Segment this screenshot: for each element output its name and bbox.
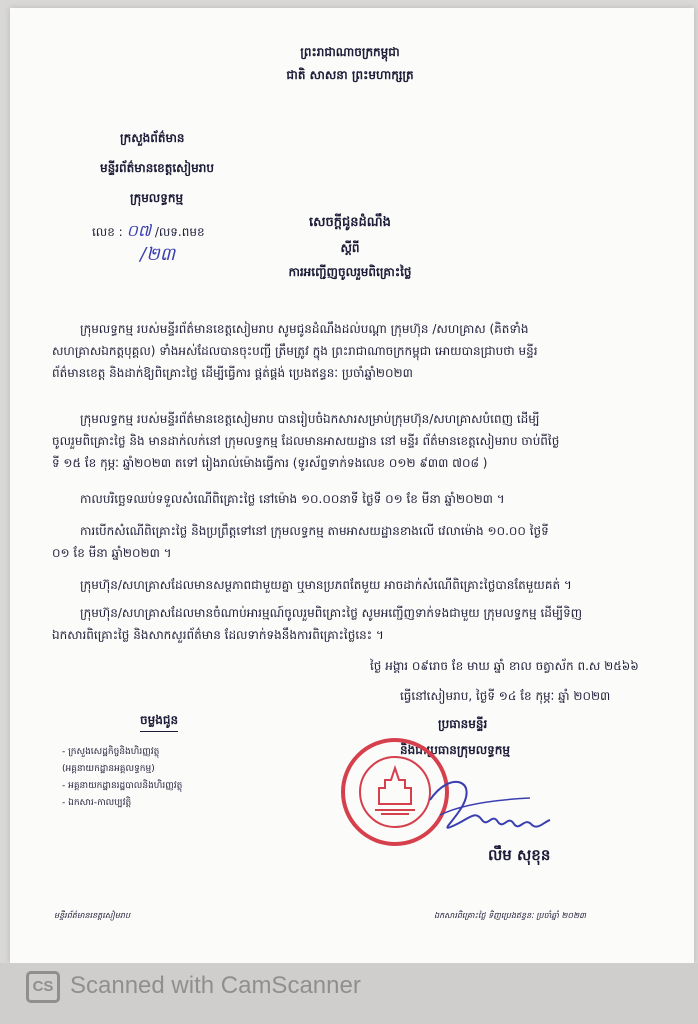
document-title: សេចក្ដីជូនដំណឹង <box>309 215 391 230</box>
place-date: ធ្វើនៅសៀមរាប, ថ្ងៃទី ១៤ ខែ កុម្ភៈ ឆ្នាំ ២០២៣ <box>400 689 611 703</box>
temple-emblem-icon <box>361 758 429 826</box>
national-motto: ជាតិ សាសនា ព្រះមហាក្សត្រ <box>286 68 414 82</box>
text-line: ក្រុមលទ្ធកម្ម របស់មន្ទីរព័ត៌មានខេត្តសៀមរាប បានរៀបចំឯកសារសម្រាប់ក្រុមហ៊ុន/សហគ្រាសបំពេញ ដើម្បី <box>80 412 540 426</box>
text-line: ក្រុមលទ្ធកម្ម របស់មន្ទីរព័ត៌មានខេត្តសៀមរាប សូមជូនដំណឹងដល់បណ្ដា ក្រុមហ៊ុន /សហគ្រាស (គិតទាំង <box>80 322 529 336</box>
kingdom-heading: ព្រះរាជាណាចក្រកម្ពុជា <box>300 45 400 59</box>
document-subtitle: ស្ដីពី <box>340 241 360 255</box>
reference-number-handwritten: ០៧ <box>126 221 151 240</box>
ministry-name: ក្រសួងព័ត៌មាន <box>120 131 185 145</box>
department-name: មន្ទីរព័ត៌មានខេត្តសៀមរាប <box>100 161 215 175</box>
camscanner-logo-icon: CS <box>26 971 60 1003</box>
text-line: ទី ១៥ ខែ កុម្ភៈ ឆ្នាំ២០២៣ តទៅ រៀងរាល់ម៉ោងធ្វើការ (ទូរស័ព្ទទាក់ទងលេខ ០១២ ៩៣៣ ៧០៨ ) <box>52 456 488 470</box>
text-line: ឯកសារពិគ្រោះថ្លៃ និងសាកសួរព័ត៌មាន ដែលទាក់ទងនឹងការពិគ្រោះថ្លៃនេះ ។ <box>52 628 384 642</box>
signatory-role: និងជាប្រធានក្រុមលទ្ធកម្ម <box>400 743 510 757</box>
paragraph-4 <box>52 520 549 564</box>
document-topic: ការអញ្ជើញចូលរួមពិគ្រោះថ្លៃ <box>288 265 412 279</box>
handwritten-signature-icon <box>420 770 560 840</box>
reference-year-handwritten: /២៣ <box>140 244 176 265</box>
paragraph-2 <box>52 408 559 474</box>
footer-right: ឯកសារពិគ្រោះថ្លៃ ទិញប្រេងឥន្ធនៈ ប្រចាំឆ្នាំ ២០២៣ <box>434 911 586 920</box>
text-line: ការបើកសំណើពិគ្រោះថ្លៃ និងប្រព្រឹត្តទៅនៅ ក្រុមលទ្ធកម្ម តាមអាសយដ្ឋានខាងលើ វេលាម៉ោង ១០.០០ ថ្ងៃទី <box>80 524 549 538</box>
text-line: ក្រុមហ៊ុន/សហគ្រាសដែលមានសម្ថភាពជាមួយគ្នា ឬមានប្រភពតែមួយ អាចដាក់សំណើពិគ្រោះថ្លៃបានតែមួយគត់ ។ <box>80 578 572 592</box>
signatory-name: លឹម សុខុន <box>488 846 551 864</box>
office-name: ក្រុមលទ្ធកម្ម <box>130 191 184 205</box>
cc-heading: ចម្លងជូន <box>140 712 178 732</box>
cc-item: (អគ្គនាយកដ្ឋានអគ្គលទ្ធកម្ម) <box>62 764 155 774</box>
text-line: ក្រុមហ៊ុន/សហគ្រាសដែលមានចំណាប់អារម្មណ៍ចូលរួមពិគ្រោះថ្លៃ សូមអញ្ជើញទាក់ទងជាមួយ ក្រុមលទ្ធកម្ម ដើម្បីទិញ <box>80 606 583 620</box>
cc-item: - ឯកសារ-កាលប្បវត្តិ <box>62 798 132 808</box>
paragraph-3 <box>52 488 505 510</box>
text-line: ព័ត៌មានខេត្ត និងដាក់ឱ្យពិគ្រោះថ្លៃ ដើម្បីធ្វើការ ផ្គត់ផ្គង់ ប្រេងឥន្ធនៈ ប្រចាំឆ្នាំ២០២៣ <box>52 366 413 380</box>
paragraph-6 <box>52 602 582 646</box>
reference-label: លេខ : <box>92 225 123 239</box>
text-line: ០១ ខែ មីនា ឆ្នាំ២០២៣ ។ <box>52 546 172 560</box>
text-line: សហគ្រាសឯកត្តបុគ្គល) ទាំងអស់ដែលបានចុះបញ្ជី ត្រឹមត្រូវ ក្នុង ព្រះរាជាណាចក្រកម្ពុជា អោយបានជ្រាបថា មន្ទីរ <box>52 344 538 358</box>
cc-item: - អគ្គនាយកដ្ឋានរដ្ឋបាលនិងហិរញ្ញវត្ថុ <box>62 781 183 791</box>
text-line: កាលបរិច្ឆេទឈប់ទទួលសំណើពិគ្រោះថ្លៃ នៅម៉ោង ១០.០០នាទី ថ្ងៃទី ០១ ខែ មីនា ឆ្នាំ២០២៣ ។ <box>80 492 505 506</box>
cc-item: - ក្រសួងសេដ្ឋកិច្ចនិងហិរញ្ញវត្ថុ <box>62 747 160 757</box>
scanner-watermark-text: Scanned with CamScanner <box>70 972 361 999</box>
paragraph-5 <box>52 574 572 596</box>
paragraph-1 <box>52 318 538 384</box>
reference-number <box>92 220 205 244</box>
footer-left: មន្ទីរព័ត៌មានខេត្តសៀមរាប <box>54 911 131 920</box>
signatory-title: ប្រធានមន្ទីរ <box>438 717 488 731</box>
cc-list <box>62 744 182 812</box>
text-line: ចូលរួមពិគ្រោះថ្លៃ និង មានដាក់លក់នៅ ក្រុមលទ្ធកម្ម ដែលមានអាសយដ្ឋាន នៅ មន្ទីរ ព័ត៌មានខេត្តសៀមរាប ចាប់ពីថ្ងៃ <box>52 434 560 448</box>
lunar-date: ថ្ងៃ អង្គារ ០៩រោច ខែ មាឃ ឆ្នាំ ខាល ចត្វាស័ក ព.ស ២៥៦៦ <box>370 659 639 673</box>
reference-code: /លទ.ពមខ <box>154 225 205 239</box>
